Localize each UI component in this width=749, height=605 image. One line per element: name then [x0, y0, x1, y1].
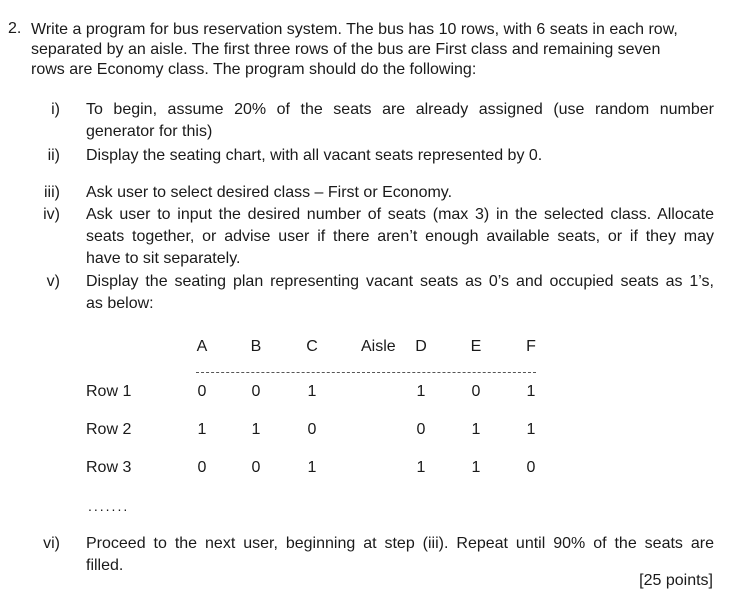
header-b: B	[250, 338, 262, 355]
seat-cell: 0	[416, 421, 426, 438]
step-line: Display the seating plan representing vacant seats as 0’s and occupied seats as 1’s,	[86, 273, 714, 290]
step-label-i: i)	[51, 101, 60, 118]
intro-line: Write a program for bus reservation system. The bus has 10 rows, with 6 seats in each row,	[31, 21, 678, 38]
seat-cell: 1	[526, 421, 536, 438]
step-line: filled.	[86, 557, 124, 574]
step-text-vi	[86, 533, 714, 577]
step-line: Ask user to select desired class – First or Economy.	[86, 184, 453, 201]
step-text-iv	[86, 204, 714, 270]
seat-cell: 1	[416, 383, 426, 400]
seat-cell: 1	[197, 421, 207, 438]
intro-line: rows are Economy class. The program should do the following:	[31, 61, 477, 78]
step-line: seats together, or advise user if there aren’t enough available seats, or if they may	[86, 228, 714, 245]
seat-cell: 1	[307, 383, 317, 400]
question-number: 2.	[8, 20, 22, 37]
header-f: F	[526, 338, 536, 355]
step-label-iv: iv)	[43, 206, 60, 223]
step-label-vi: vi)	[43, 535, 60, 552]
step-text-iii	[86, 182, 714, 204]
step-text-v	[86, 271, 714, 315]
seat-cell: 1	[307, 459, 317, 476]
table-continuation: .......	[88, 498, 130, 514]
seat-cell: 1	[416, 459, 426, 476]
step-line: Proceed to the next user, beginning at step (iii). Repeat until 90% of the seats are	[86, 535, 714, 552]
header-c: C	[306, 338, 318, 355]
step-line: Display the seating chart, with all vacant seats represented by 0.	[86, 147, 543, 164]
seat-cell: 0	[307, 421, 317, 438]
table-divider	[196, 372, 536, 373]
step-label-ii: ii)	[47, 147, 60, 164]
seat-cell: 0	[197, 383, 207, 400]
header-d: D	[415, 338, 427, 355]
step-line: as below:	[86, 295, 154, 312]
seat-cell: 1	[251, 421, 261, 438]
header-a: A	[196, 338, 208, 355]
seat-cell: 0	[251, 459, 261, 476]
seat-cell: 1	[471, 459, 481, 476]
header-e: E	[470, 338, 482, 355]
step-line: Ask user to input the desired number of seats (max 3) in the selected class. Allocate	[86, 206, 714, 223]
seat-cell: 0	[251, 383, 261, 400]
seat-cell: 0	[197, 459, 207, 476]
header-aisle: Aisle	[361, 338, 396, 355]
intro-line: separated by an aisle. The first three rows of the bus are First class and remaining seven	[31, 41, 661, 58]
row-label: Row 2	[86, 421, 132, 438]
question-intro	[31, 20, 721, 80]
seat-cell: 1	[471, 421, 481, 438]
step-line: To begin, assume 20% of the seats are already assigned (use random number	[86, 101, 714, 118]
step-text-i	[86, 99, 714, 143]
row-label: Row 1	[86, 383, 132, 400]
seat-cell: 0	[526, 459, 536, 476]
step-label-iii: iii)	[44, 184, 60, 201]
step-line: have to sit separately.	[86, 250, 241, 267]
step-text-ii	[86, 145, 714, 167]
points-label: [25 points]	[639, 572, 713, 589]
step-label-v: v)	[46, 273, 60, 290]
row-label: Row 3	[86, 459, 132, 476]
step-line: generator for this)	[86, 123, 213, 140]
seat-cell: 0	[471, 383, 481, 400]
seat-cell: 1	[526, 383, 536, 400]
